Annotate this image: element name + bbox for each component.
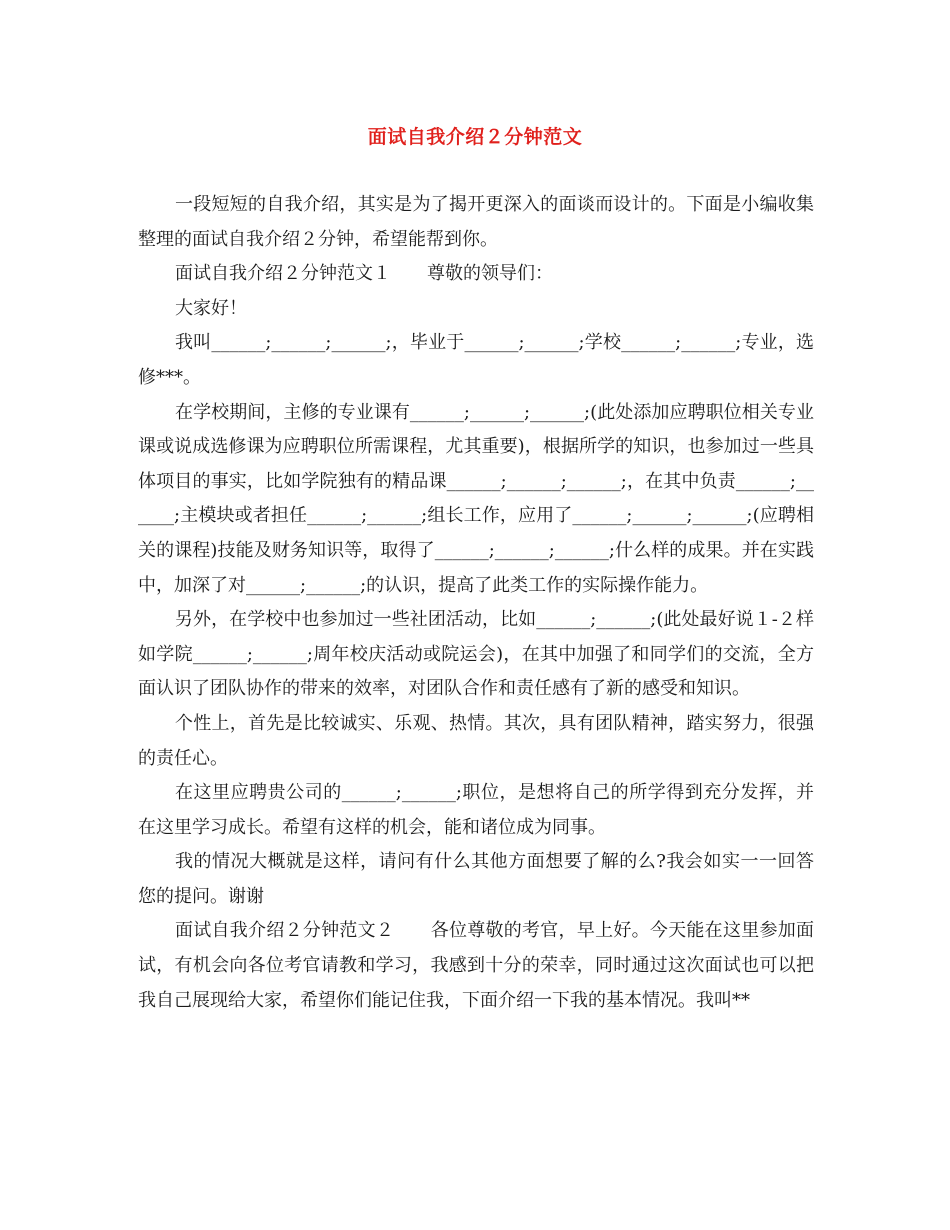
paragraph-greeting: 大家好！ xyxy=(175,297,247,319)
paragraph-club-activities: 另外，在学校中也参加过一些社团活动，比如______;______;(此处最好说１-２样如学院______;______;周年校庆活动或院运会)，在其中加强了和同学们的交流，全方面认识了团队协作的带来的效率，对团队合作和责任感有了新的感受和知识。 xyxy=(138,609,814,700)
document-title: 面试自我介绍２分钟范文 xyxy=(367,126,583,148)
paragraph-sample-2: 面试自我介绍２分钟范文２ 各位尊敬的考官，早上好。今天能在这里参加面试，有机会向各位考官请教和学习，我感到十分的荣幸，同时通过这次面试也可以把我自己展现给大家，希望你们能记住我，下面介绍一下我的基本情况。我叫** xyxy=(138,920,814,1011)
paragraph-sample-1-heading: 面试自我介绍２分钟范文１ 尊敬的领导们： xyxy=(175,263,553,285)
paragraph-school-period: 在学校期间，主修的专业课有______;______;______;(此处添加应聘职位相关专业课或说成选修课为应聘职位所需课程，尤其重要)，根据所学的知识，也参加过一些具体项目的事实，比如学院独有的精品课______;______;______;，在其中负责______;______;主模块或者担任______;______;组长工作，应用了______;______;______;(应聘相关的课程)技能及财务知识等，取得了______;______;______;什么样的成果。并在实践中，加深了对______;______;的认识，提高了此类工作的实际操作能力。 xyxy=(138,401,814,596)
paragraph-closing: 我的情况大概就是这样，请问有什么其他方面想要了解的么?我会如实一一回答您的提问。谢谢 xyxy=(138,851,814,907)
paragraph-position: 在这里应聘贵公司的______;______;职位，是想将自己的所学得到充分发挥，并在这里学习成长。希望有这样的机会，能和诸位成为同事。 xyxy=(138,782,814,838)
document-body xyxy=(138,188,814,1018)
paragraph-intro: 一段短短的自我介绍，其实是为了揭开更深入的面谈而设计的。下面是小编收集整理的面试自我介绍２分钟，希望能帮到你。 xyxy=(138,194,814,250)
paragraph-name-school: 我叫______;______;______;，毕业于______;______;学校______;______;专业，选修***。 xyxy=(138,332,814,388)
paragraph-personality: 个性上，首先是比较诚实、乐观、热情。其次，具有团队精神，踏实努力，很强的责任心。 xyxy=(138,712,814,769)
